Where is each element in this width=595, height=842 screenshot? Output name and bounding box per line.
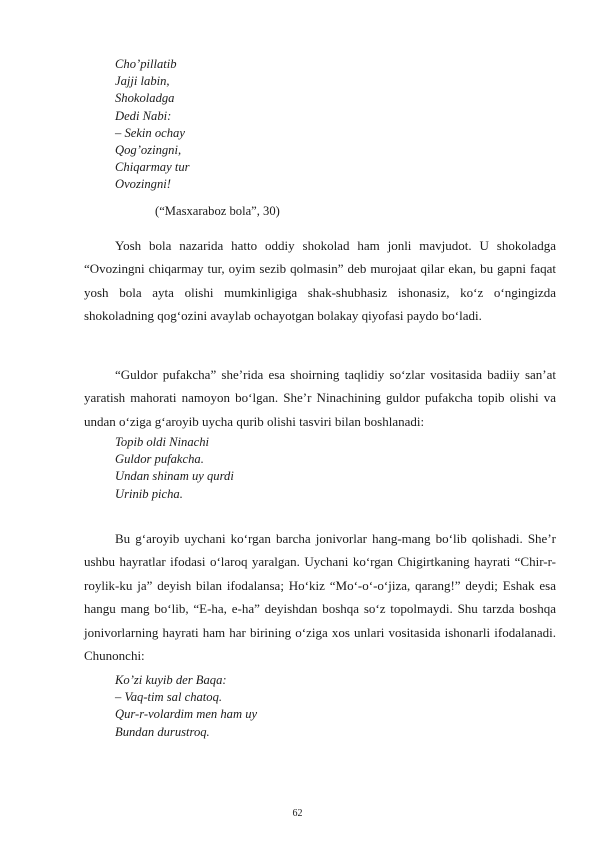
poem-excerpt-3: [115, 672, 257, 741]
verse-line: Ovozingni!: [115, 177, 171, 192]
verse-line: Ko’zi kuyib der Baqa:: [115, 673, 227, 687]
verse-line: Jajji labin,: [115, 74, 170, 89]
paragraph: “Guldor pufakcha” she’rida esa shoirning taqlidiy so‘zlar vositasida badiiy san’at yaratish mahorati namoyon bo‘lgan. She’r Ninachining guldor pufakcha topib olishi va undan o‘ziga g‘aroyib uycha qurib olishi tasviri bilan boshlanadi:: [84, 367, 556, 429]
poem-excerpt-2: [115, 434, 234, 503]
verse-line: Qog’ozingni,: [115, 143, 182, 158]
poem-excerpt-1: [115, 56, 190, 194]
paragraph: Bu g‘aroyib uychani ko‘rgan barcha jonivorlar hang-mang bo‘lib qolishadi. She’r ushbu hayratlar ifodasi o‘laroq yaralgan. Uychani ko‘rgan Chigirtkaning hayrati “Chir-r-roylik-ku ja” deyish bilan ifodalansa; Ho‘kiz “Mo‘-o‘-o‘jiza, qarang!” deydi; Eshak esa hangu mang bo‘lib, “E-ha, e-ha” deyishdan boshqa so‘z topolmaydi. Shu tarzda boshqa jonivorlarning hayrati ham har birining o‘ziga xos unlari vositasida ishonarli ifodalanadi. Chunonchi:: [84, 531, 556, 664]
poem-citation: (“Masxaraboz bola”, 30): [155, 204, 280, 218]
paragraph: Yosh bola nazarida hatto oddiy shokolad ham jonli mavjudot. U shokoladga “Ovozingni chiqarmay tur, oyim sezib qolmasin” deb murojaat qilar ekan, bu gapni faqat yosh bola ayta olishi mumkinligiga shak-shubhasiz ishonasiz, ko‘z o‘ngingizda shokoladning qog‘ozini avaylab ochayotgan bolakay qiyofasi paydo bo‘ladi.: [84, 238, 556, 324]
verse-line: Cho’pillatib: [115, 57, 177, 71]
verse-line: Bundan durustroq.: [115, 724, 210, 739]
page-number: 62: [292, 808, 303, 819]
verse-line: Qur-r-volardim men ham uy: [115, 707, 258, 722]
verse-line: Chiqarmay tur: [115, 160, 190, 175]
verse-line: – Vaq-tim sal chatoq.: [115, 690, 223, 705]
verse-line: – Sekin ochay: [115, 125, 185, 140]
verse-line: Guldor pufakcha.: [115, 452, 204, 467]
verse-line: Undan shinam uy qurdi: [115, 469, 234, 484]
verse-line: Shokoladga: [115, 91, 175, 106]
verse-line: Dedi Nabi:: [115, 108, 172, 123]
verse-line: Urinib picha.: [115, 486, 183, 501]
verse-line: Topib oldi Ninachi: [115, 435, 210, 449]
